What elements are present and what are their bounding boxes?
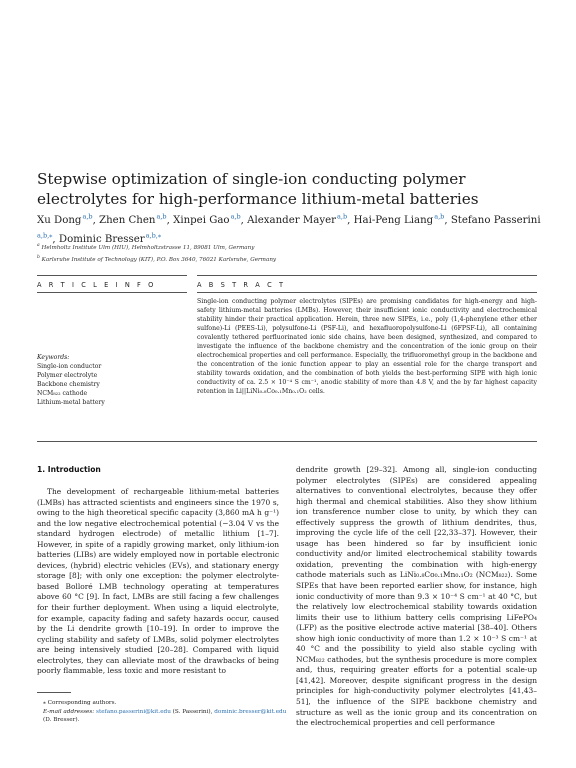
keyword: Single-ion conductor xyxy=(37,363,102,371)
body-column-right xyxy=(296,465,537,729)
affiliation: $^b$ Karlsruhe Institute of Technology (KIT), P.O. Box 3640, 76021 Karlsruhe, Germany xyxy=(37,254,277,263)
email-owner: (S. Passerini), xyxy=(170,708,213,715)
keyword: Backbone chemistry xyxy=(37,381,100,389)
email-owner: (D. Bresser). xyxy=(43,717,80,723)
email-link[interactable]: stefano.passerini@kit.edu xyxy=(96,708,171,715)
author[interactable]: Hai-Peng Liang $^{a,b}$, xyxy=(353,213,451,227)
author[interactable]: Zhen Chen $^{a,b}$, xyxy=(99,213,174,227)
author[interactable]: Alexander Mayer $^{a,b}$, xyxy=(247,213,354,227)
abstract-text: Single-ion conducting polymer electrolytes (SIPEs) are promising candidates for high-energy and high-safety lithium-metal batteries (LMBs). However, their insufficient ionic conductivity and electrochemical stability hinder their practical application. Herein, three new SIPEs, i.e., poly (1,4-phenylene ether ether sulfone)-Li (PEES-Li), polysulfone-Li (PSF-Li), and hexafluoropolysulfone-Li (6FPSF-Li), all containing covalently tethered perfluorinated ionic side chains, have been designed, synthesized, and compared to investigate the influence of the backbone chemistry and the concentration of the ionic group on their electrochemical properties and cell performance. Especially, the trifluoromethyl group in the backbone and the concentration of the ionic function appear to play an essential role for the charge transport and stability towards oxidation, and the combination of both yields the best-performing SIPE with high ionic conductivity of ca. 2.5 × 10⁻⁴ S cm⁻¹, anodic stability of more than 4.8 V, and the by far highest capacity retention in Li||LiNi₀.₈Co₀.₁Mn₀.₁O₂ cells. xyxy=(197,298,537,396)
abstract-header: A B S T R A C T xyxy=(197,281,286,289)
affiliations xyxy=(37,241,537,265)
keyword: NCM₈₂₂ cathode xyxy=(37,390,88,398)
keyword: Polymer electrolyte xyxy=(37,372,98,380)
divider xyxy=(37,292,187,293)
keywords-label: Keywords: xyxy=(37,354,70,361)
affiliation: $^a$ Helmholtz Institute Ulm (HIU), Helmholtzstrasse 11, 89081 Ulm, Germany xyxy=(37,243,255,251)
footnote xyxy=(37,699,287,725)
keyword: Lithium-metal battery xyxy=(37,399,105,407)
article-info-header: A R T I C L E I N F O xyxy=(37,281,156,289)
author[interactable]: Xinpei Gao $^{a,b}$, xyxy=(173,213,248,227)
body-column-left xyxy=(37,487,279,677)
divider xyxy=(197,275,537,276)
footnote-rule xyxy=(37,692,71,693)
author[interactable]: Stefano Passerini $^{a,b,⁎}$, xyxy=(37,215,541,246)
corresponding-note: ⁎ Corresponding authors. xyxy=(43,700,117,706)
author[interactable]: Dominic Bresser $^{a,b,⁎}$ xyxy=(58,231,162,246)
email-label: E-mail addresses: xyxy=(43,708,95,715)
author[interactable]: Xu Dong $^{a,b}$, xyxy=(37,213,100,227)
paragraph: dendrite growth [29–32]. Among all, single-ion conducting polymer electrolytes (SIPEs) are considered appealing alternatives to conventional electrolytes, because they offer high thermal and chemical stabilities. Also they show lithium ion transference number close to unity, by which they can effectively suppress the growth of lithium dendrites, thus, improving the cycle life of the cell [22,33–37]. However, their usage has been hindered so far by insufficient ionic conductivity and/or limited electrochemical stability towards oxidation, preventing the combination with high-energy cathode materials such as LiNi₀.₈Co₀.₁Mn₀.₁O₂ (NCM₈₂₂). Some SIPEs that have been reported earlier show, for instance, high ionic conductivity of more than 9.3 × 10⁻⁴ S cm⁻¹ at 40 °C, but the relatively low electrochemical stability towards oxidation limits their use to lithium battery cells comprising LiFePO₄ (LFP) as the positive electrode active material [38–40]. Others show high ionic conductivity of more than 1.2 × 10⁻³ S cm⁻¹ at 40 °C and the possibility to yield also stable cycling with NCM₈₂₂ cathodes, but the synthesis procedure is more complex and, thus, requiring greater efforts for a potential scale-up [41,42]. Moreover, despite significant progress in the design principles for high-conductivity polymer electrolytes [41,43–51], the influence of the SIPE backbone chemistry and structure as well as the ionic group and its concentration on the electrochemical properties and cell performance xyxy=(296,465,537,728)
section-heading: 1. Introduction xyxy=(37,465,101,474)
article-title: Stepwise optimization of single-ion conducting polymer electrolytes for high-performance lithium-metal batteries xyxy=(37,170,479,208)
divider xyxy=(37,275,187,276)
divider xyxy=(37,441,537,442)
email-link[interactable]: dominic.bresser@kit.edu xyxy=(214,708,287,715)
divider xyxy=(197,292,537,293)
keywords-block xyxy=(37,353,187,407)
paragraph: The development of rechargeable lithium-metal batteries (LMBs) has attracted scientists and engineers since the 1970 s, owing to the high theoretical specific capacity (3,860 mA h g⁻¹) and the low negative electrochemical potential (−3.04 V vs the standard hydrogen electrode) of metallic lithium [1–7]. However, in spite of a rapidly growing market, only lithium-ion batteries (LIBs) are widely employed now in portable electronic devices, (hybrid) electric vehicles (EVs), and stationary energy storage [8]; with only one exception: the polymer electrolyte-based Bolloré LMB technology operating at temperatures above 60 °C [9]. In fact, LMBs are still facing a few challenges for their further deployment. When using a liquid electrolyte, for example, capacity fading and safety hazards occur, caused by the Li dendrite growth [10–19]. In order to improve the cycling stability and safety of LMBs, solid polymer electrolytes are being intensively studied [20–28]. Compared with liquid electrolytes, they can alleviate most of the drawbacks of being poorly flammable, less toxic and more resistant to xyxy=(37,487,279,676)
email-line xyxy=(37,708,287,725)
